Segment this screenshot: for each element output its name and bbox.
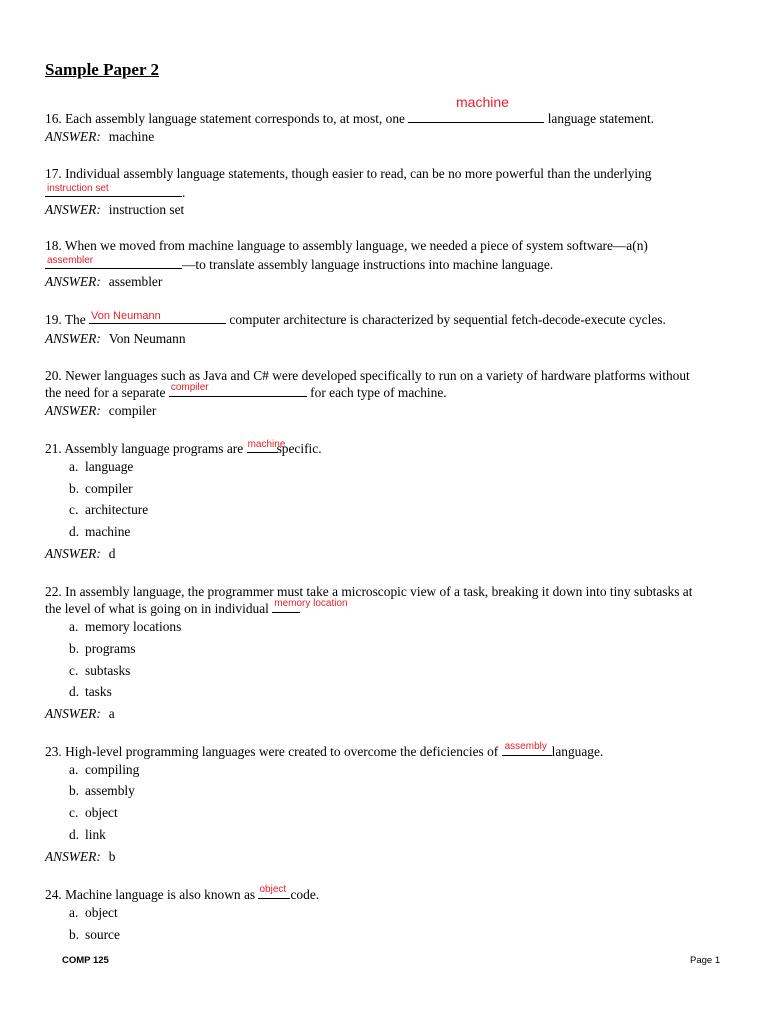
option-letter: b. <box>69 641 80 656</box>
q22-question-line1: 22. In assembly language, the programmer must take a microscopic view of a task, breaking it down into tiny subtasks at <box>45 584 693 599</box>
q23-text-post: language. <box>551 744 604 759</box>
option-letter: c. <box>69 805 79 820</box>
q18-blank <box>45 256 182 269</box>
q23-answer-label: ANSWER: <box>45 849 101 864</box>
q17-handwritten-answer: instruction set <box>47 183 109 194</box>
option-letter: b. <box>69 481 80 496</box>
q18-answer-value: assembler <box>108 274 163 289</box>
q24-text-post: code. <box>290 887 320 902</box>
q19-answer-value: Von Neumann <box>108 331 186 346</box>
q22-question-line2 <box>45 598 348 617</box>
option-letter: b. <box>69 927 80 942</box>
q23-text-pre: 23. High-level programming languages were created to overcome the deficiencies of <box>45 744 499 759</box>
q21-question <box>45 440 322 457</box>
option-letter: d. <box>69 684 80 699</box>
q20-text-pre: the need for a separate <box>45 385 166 400</box>
q19-text-pre: 19. The <box>45 312 86 327</box>
option-text: compiling <box>85 762 140 777</box>
q22-blank <box>272 598 348 613</box>
q18-question-line2 <box>45 256 553 273</box>
q22-answer <box>45 706 115 722</box>
option-letter: d. <box>69 827 80 842</box>
q21-text-pre: 21. Assembly language programs are <box>45 441 244 456</box>
q18-answer <box>45 274 162 290</box>
q20-question-line1: 20. Newer languages such as Java and C# were developed specifically to run on a variety of hardware platforms without <box>45 368 690 383</box>
q20-blank <box>169 384 307 397</box>
option-letter: b. <box>69 783 80 798</box>
q23-option <box>69 783 135 799</box>
q24-option <box>69 905 118 921</box>
q20-text-post: for each type of machine. <box>310 385 447 400</box>
option-letter: d. <box>69 524 80 539</box>
q21-text-post: specific. <box>276 441 322 456</box>
q16-question <box>45 110 654 127</box>
q21-answer-label: ANSWER: <box>45 546 101 561</box>
q17-text-post: . <box>182 185 186 200</box>
q16-text-post: language statement. <box>547 111 655 126</box>
option-text: compiler <box>85 481 133 496</box>
q16-answer-label: ANSWER: <box>45 129 101 144</box>
q19-answer-label: ANSWER: <box>45 331 101 346</box>
q19-handwritten-answer: Von Neumann <box>91 310 161 322</box>
page-title: Sample Paper 2 <box>45 60 159 79</box>
q22-option <box>69 641 136 657</box>
option-text: link <box>85 827 106 842</box>
option-letter: c. <box>69 502 79 517</box>
q21-option <box>69 459 133 475</box>
q21-blank <box>247 439 286 453</box>
q19-answer <box>45 331 186 347</box>
q21-option <box>69 502 148 518</box>
option-text: programs <box>85 641 136 656</box>
option-text: object <box>85 805 118 820</box>
q23-answer-value: b <box>108 849 116 864</box>
option-letter: a. <box>69 619 79 634</box>
q22-answer-value: a <box>108 706 115 721</box>
q19-text-post: computer architecture is characterized by sequential fetch-decode-execute cycles. <box>229 312 666 327</box>
q21-handwritten-answer: machine <box>247 439 286 450</box>
q21-option <box>69 524 130 540</box>
q16-answer <box>45 129 154 145</box>
q23-handwritten-answer: assembly <box>504 741 547 752</box>
option-text: language <box>85 459 134 474</box>
q16-answer-value: machine <box>108 129 155 144</box>
option-letter: c. <box>69 663 79 678</box>
q23-option <box>69 805 118 821</box>
option-text: memory locations <box>85 619 182 634</box>
option-letter: a. <box>69 905 79 920</box>
option-text: tasks <box>85 684 112 699</box>
q23-answer <box>45 849 115 865</box>
q22-option <box>69 619 181 635</box>
q22-handwritten-answer: memory location <box>274 598 348 609</box>
option-letter: a. <box>69 459 79 474</box>
q20-handwritten-answer: compiler <box>170 382 209 393</box>
q22-text-pre: the level of what is going on in individual <box>45 601 269 616</box>
option-text: source <box>85 927 120 942</box>
q17-answer-label: ANSWER: <box>45 202 101 217</box>
q24-blank <box>258 886 290 899</box>
q22-option <box>69 684 112 700</box>
q16-blank <box>408 110 544 123</box>
q20-question-line2 <box>45 384 447 401</box>
q24-question <box>45 886 319 903</box>
option-text: object <box>85 905 118 920</box>
option-letter: a. <box>69 762 79 777</box>
q24-text-pre: 24. Machine language is also known as <box>45 887 256 902</box>
q24-option <box>69 927 120 943</box>
q19-blank <box>89 311 226 324</box>
option-text: assembly <box>85 783 135 798</box>
q23-question <box>45 743 603 760</box>
q19-question <box>45 311 666 328</box>
q23-option <box>69 827 106 843</box>
q16-handwritten-answer: machine <box>456 94 509 110</box>
option-text: architecture <box>85 502 149 517</box>
q20-answer-value: compiler <box>108 403 157 418</box>
q23-option <box>69 762 139 778</box>
q17-question-line2 <box>45 184 185 201</box>
q17-question-line1: 17. Individual assembly language statements, though easier to read, can be no more powerful than the underlying <box>45 166 652 181</box>
q17-answer-value: instruction set <box>108 202 185 217</box>
q20-answer-label: ANSWER: <box>45 403 101 418</box>
q23-blank <box>502 743 552 756</box>
option-text: machine <box>85 524 131 539</box>
q18-handwritten-answer: assembler <box>47 255 94 266</box>
q18-question-line1: 18. When we moved from machine language to assembly language, we needed a piece of system software—a(n) <box>45 238 648 253</box>
footer-course-code: COMP 125 <box>62 955 109 966</box>
q24-handwritten-answer: object <box>259 884 287 895</box>
q22-option <box>69 663 130 679</box>
q20-answer <box>45 403 156 419</box>
q21-answer <box>45 546 115 562</box>
q21-option <box>69 481 133 497</box>
q22-answer-label: ANSWER: <box>45 706 101 721</box>
q18-answer-label: ANSWER: <box>45 274 101 289</box>
footer-page-number: Page 1 <box>690 955 721 966</box>
q16-text-pre: 16. Each assembly language statement corresponds to, at most, one <box>45 111 405 126</box>
q17-blank <box>45 184 182 197</box>
q17-answer <box>45 202 184 218</box>
q18-text-post: —to translate assembly language instructions into machine language. <box>182 257 554 272</box>
q21-answer-value: d <box>108 546 116 561</box>
option-text: subtasks <box>85 663 131 678</box>
